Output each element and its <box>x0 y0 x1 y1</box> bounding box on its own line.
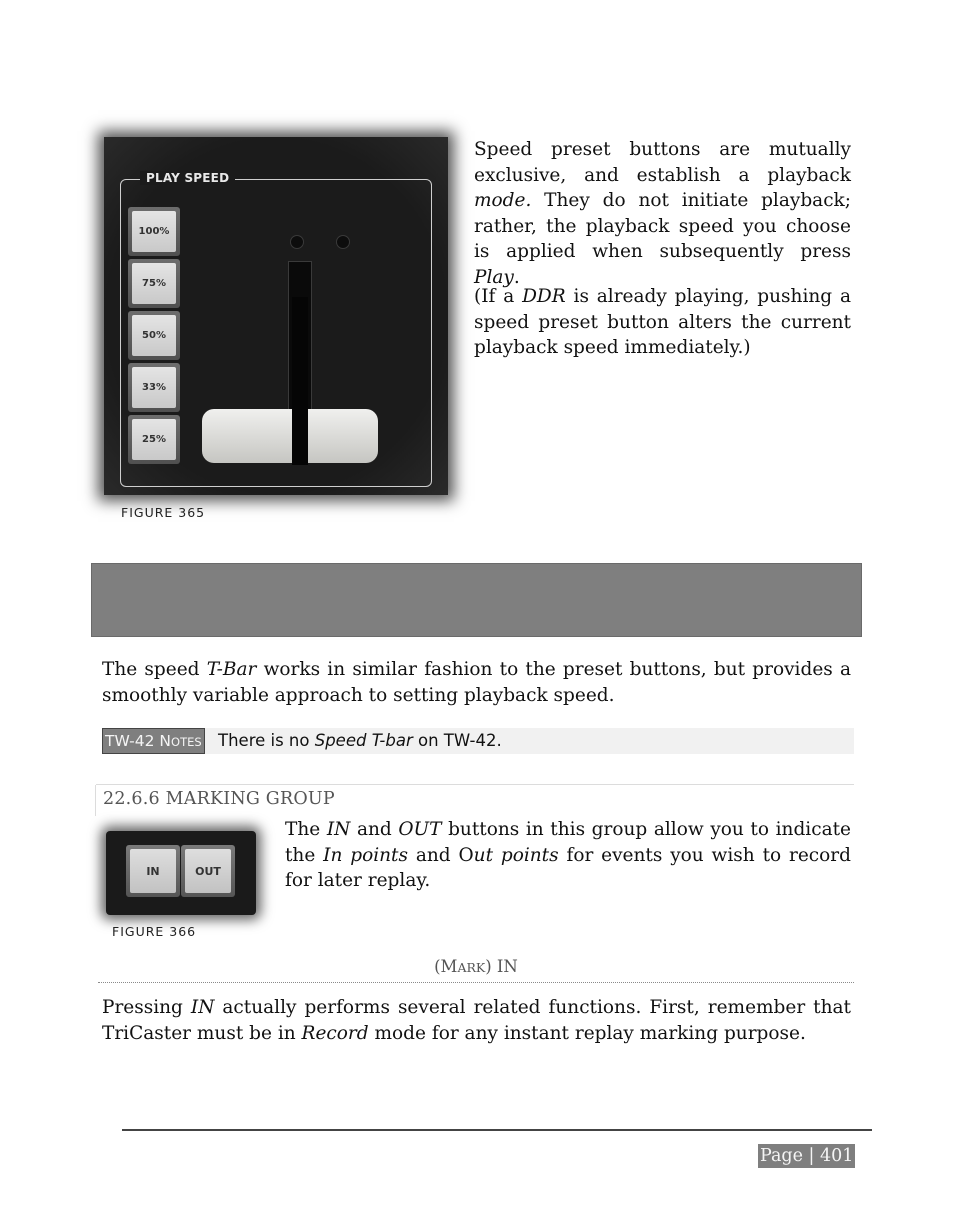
speed-button-label: 50% <box>132 315 176 356</box>
figure-366-caption: FIGURE 366 <box>112 924 197 939</box>
in-button-label: IN <box>130 849 176 893</box>
out-button-label: OUT <box>185 849 231 893</box>
text-run: Play <box>474 266 514 288</box>
speed-button-25 <box>128 415 180 464</box>
text-run: mode. <box>474 190 532 211</box>
text-run: OUT <box>398 819 442 840</box>
speed-button-100 <box>128 207 180 256</box>
text-run: Speed preset buttons are mutually exclusive, and establish a playback <box>474 139 851 186</box>
text-run: DDR <box>522 286 566 307</box>
text-run: There is no <box>218 731 315 750</box>
section-heading: 22.6.6 MARKING GROUP <box>103 789 335 809</box>
screw-icon <box>336 235 350 249</box>
text-run: works in similar fashion to the preset buttons, but provides a smoothly variable approach to setting playback speed. <box>102 659 851 706</box>
subheading-mark-in <box>98 957 854 976</box>
text-run: buttons in this group allow you to indicate the <box>285 819 851 866</box>
subheading-part: ) IN <box>485 957 518 976</box>
text-run: actually performs several related functions. First, remember that TriCaster must be in <box>102 997 851 1044</box>
tw42-note <box>102 728 854 754</box>
text-run: and O <box>407 844 474 866</box>
speed-button-label: 75% <box>132 263 176 304</box>
text-run: on TW-42. <box>412 731 502 750</box>
text-run: T-Bar <box>206 659 257 680</box>
text-run: ut points <box>473 844 559 866</box>
tbar-arm <box>292 297 308 465</box>
page-number: Page | 401 <box>760 1146 854 1166</box>
screw-icon <box>290 235 304 249</box>
speed-button-75 <box>128 259 180 308</box>
text-run: IN <box>326 819 351 840</box>
out-button <box>181 845 235 897</box>
subheading-part: (M <box>434 957 458 976</box>
intro-paragraph-1 <box>474 137 851 290</box>
text-run: IN <box>190 997 215 1018</box>
speed-button-label: 100% <box>132 211 176 252</box>
footer-rule <box>122 1129 872 1131</box>
text-run: They do not initiate playback; rather, the playback speed you choose is applied when subsequently press <box>474 190 851 262</box>
text-run: mode for any instant replay marking purpose. <box>368 1022 806 1044</box>
subheading-part: ARK <box>457 960 486 975</box>
note-tag-main: TW-42 N <box>105 732 172 750</box>
text-run: . <box>513 266 520 288</box>
figure-365-play-speed-panel <box>104 137 448 495</box>
intro-paragraph-2 <box>474 284 851 361</box>
section-rule <box>95 785 96 816</box>
tbar-paragraph <box>102 657 851 708</box>
figure-365-caption: FIGURE 365 <box>121 505 206 520</box>
text-run: The <box>285 819 327 840</box>
gray-band <box>91 563 862 637</box>
speed-button-label: 25% <box>132 419 176 460</box>
text-run: In points <box>323 844 408 866</box>
text-run: for events you wish to record for later replay. <box>285 844 851 891</box>
text-run: Speed T-bar <box>314 731 413 750</box>
note-tag-small: OTES <box>171 735 202 749</box>
panel-title: PLAY SPEED <box>140 171 235 185</box>
speed-button-33 <box>128 363 180 412</box>
section-rule <box>96 784 854 785</box>
text-run: is already playing, pushing a speed preset button alters the current playback speed immediately.) <box>474 286 851 358</box>
text-run: and <box>350 819 399 840</box>
tbar-handle <box>202 409 378 463</box>
subheading-rule <box>98 982 854 983</box>
figure-366-marking-buttons <box>106 831 256 915</box>
speed-button-50 <box>128 311 180 360</box>
text-run: Pressing <box>102 997 191 1018</box>
marking-paragraph <box>285 817 851 894</box>
text-run: Record <box>301 1022 369 1044</box>
text-run: (If a <box>474 286 523 307</box>
text-run: The speed <box>102 659 207 680</box>
speed-button-label: 33% <box>132 367 176 408</box>
in-button <box>126 845 180 897</box>
note-text <box>218 728 502 754</box>
note-tag <box>102 728 205 754</box>
mark-in-paragraph <box>102 995 851 1046</box>
